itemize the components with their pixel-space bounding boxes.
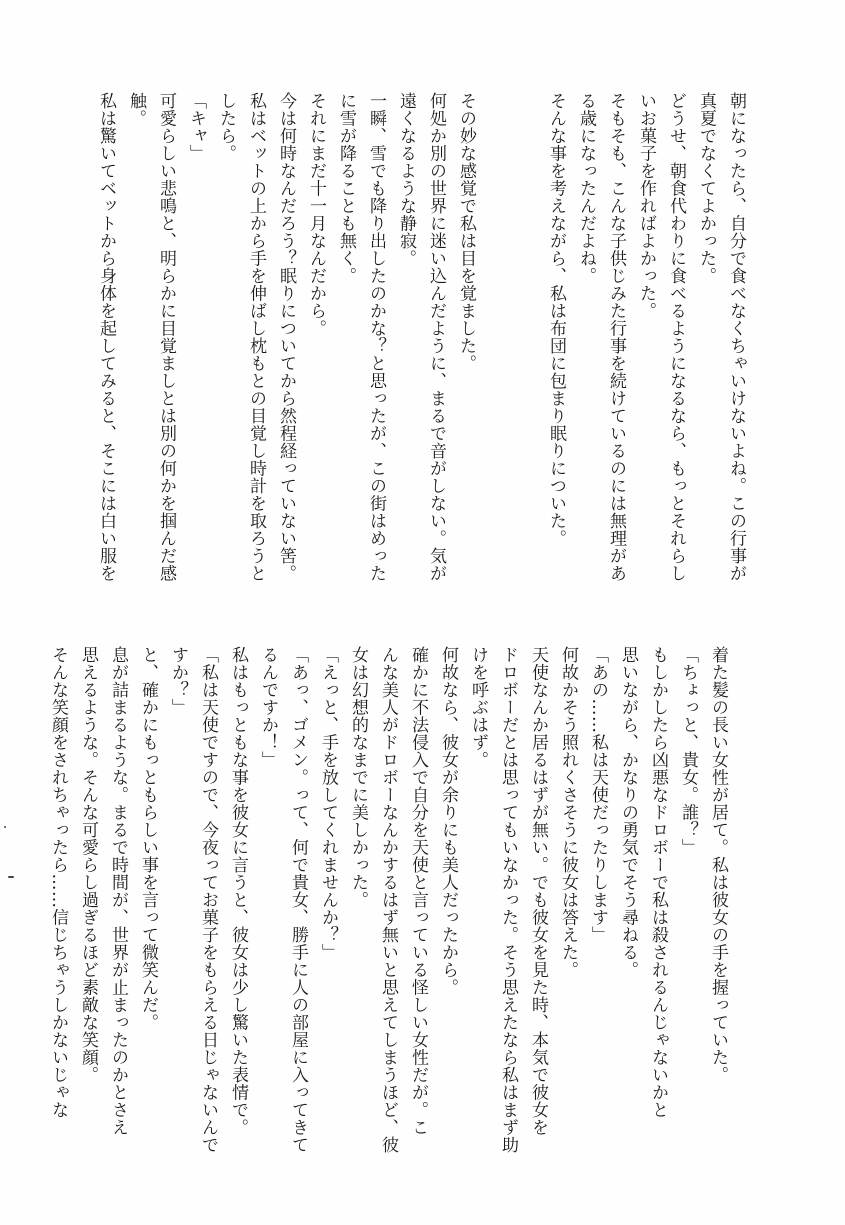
text-line: に雪が降ることも無く。 [336, 92, 356, 285]
text-line: そもそも、こんな子供じみた行事を続けているのには無理があ [606, 92, 626, 582]
text-line: どうせ、朝食代わりに食べるようになるなら、もっとそれらし [666, 92, 686, 582]
text-line: 一瞬、雪でも降り出したのかな？と思ったが、この街はめった [366, 92, 386, 582]
text-line: るんですか！」 [258, 646, 278, 769]
text-line: 遠くなるような静寂。 [396, 92, 416, 267]
text-column-block-bottom [43, 646, 733, 1166]
text-line: いお菓子を作ればよかった。 [636, 92, 656, 320]
text-line: それにまだ十一月なんだから。 [306, 92, 326, 337]
text-line: 「私は天使ですので、今夜ってお菓子をもらえる日じゃないんで [198, 646, 218, 1154]
scan-speck [8, 876, 14, 878]
text-line: 「あの……私は天使だったりします」 [588, 646, 608, 944]
text-line: 私は驚いてベットから身体を起してみると、そこには白い服を [96, 92, 116, 582]
text-line: ドロボーだとは思ってもいなかった。そう思えたなら私はまず助 [498, 646, 518, 1154]
text-line: 女は幻想的なまでに美しかった。 [348, 646, 368, 909]
text-line: 何故なら、彼女が余りにも美人だったから。 [438, 646, 458, 996]
text-line: と、確かにもっともらしい事を言って微笑んだ。 [138, 646, 158, 1031]
text-line: 確かに不法侵入で自分を天使と言っている怪しい女性だが。こ [408, 646, 428, 1136]
text-line: 何故かそう照れくさそうに彼女は答えた。 [558, 646, 578, 979]
text-line: 息が詰まるような。まるで時間が、世界が止まったのかとさえ [108, 646, 128, 1136]
text-line: もしかしたら凶悪なドロボーで私は殺されるんじゃないかと [648, 646, 668, 1119]
text-line: 天使なんか居るはずが無い。でも彼女を見た時、本気で彼女を [528, 646, 548, 1136]
text-line: 思いながら、かなりの勇気でそう尋ねる。 [618, 646, 638, 979]
text-line: 真夏でなくてよかった。 [696, 92, 716, 285]
text-line: 何処か別の世界に迷い込んだように、まるで音がしない。気が [426, 92, 446, 582]
text-line: その妙な感覚で私は目を覚ました。 [456, 92, 476, 372]
text-column-block-top [91, 92, 751, 632]
text-line: る歳になったんだよね。 [576, 92, 596, 285]
text-line: 「ちょっと、貴女。誰？」 [678, 646, 698, 856]
text-line: 「あっ、ゴメン。って、何で貴女、勝手に人の部屋に入ってきて [288, 646, 308, 1154]
text-line: そんな笑顔をされちゃったら……信じちゃうしかないじゃな [48, 646, 68, 1119]
text-line: 「えっと、手を放してくれませんか？」 [318, 646, 338, 961]
text-line: けを呼ぶはず。 [468, 646, 488, 769]
text-line: 「キャ」 [186, 92, 206, 162]
text-line: 着た髪の長い女性が居て。私は彼女の手を握っていた。 [708, 646, 728, 1084]
text-line: 朝になったら、自分で食べなくちゃいけないよね。この行事が [726, 92, 746, 582]
text-line: 可愛らしい悲鳴と、明らかに目覚ましとは別の何かを掴んだ感 [156, 92, 176, 582]
text-line: 触。 [126, 92, 146, 127]
text-line: そんな事を考えながら、私は布団に包まり眠りについた。 [546, 92, 566, 547]
text-line: 私はもっともな事を彼女に言うと、彼女は少し驚いた表情で。 [228, 646, 248, 1136]
scan-speck [4, 826, 6, 828]
text-line: 思えるような。そんな可愛らし過ぎるほど素敵な笑顔。 [78, 646, 98, 1084]
text-line: したら。 [216, 92, 236, 162]
text-line: すか？」 [168, 646, 188, 716]
text-line: んな美人がドロボーなんかするはず無いと思えてしまうほど、彼 [378, 646, 398, 1154]
blank-line [511, 92, 541, 632]
text-line: 私はベットの上から手を伸ばし枕もとの目覚し時計を取ろうと [246, 92, 266, 582]
text-line: 今は何時なんだろう？眠りについてから然程経っていない筈。 [276, 92, 296, 582]
blank-line [481, 92, 511, 632]
